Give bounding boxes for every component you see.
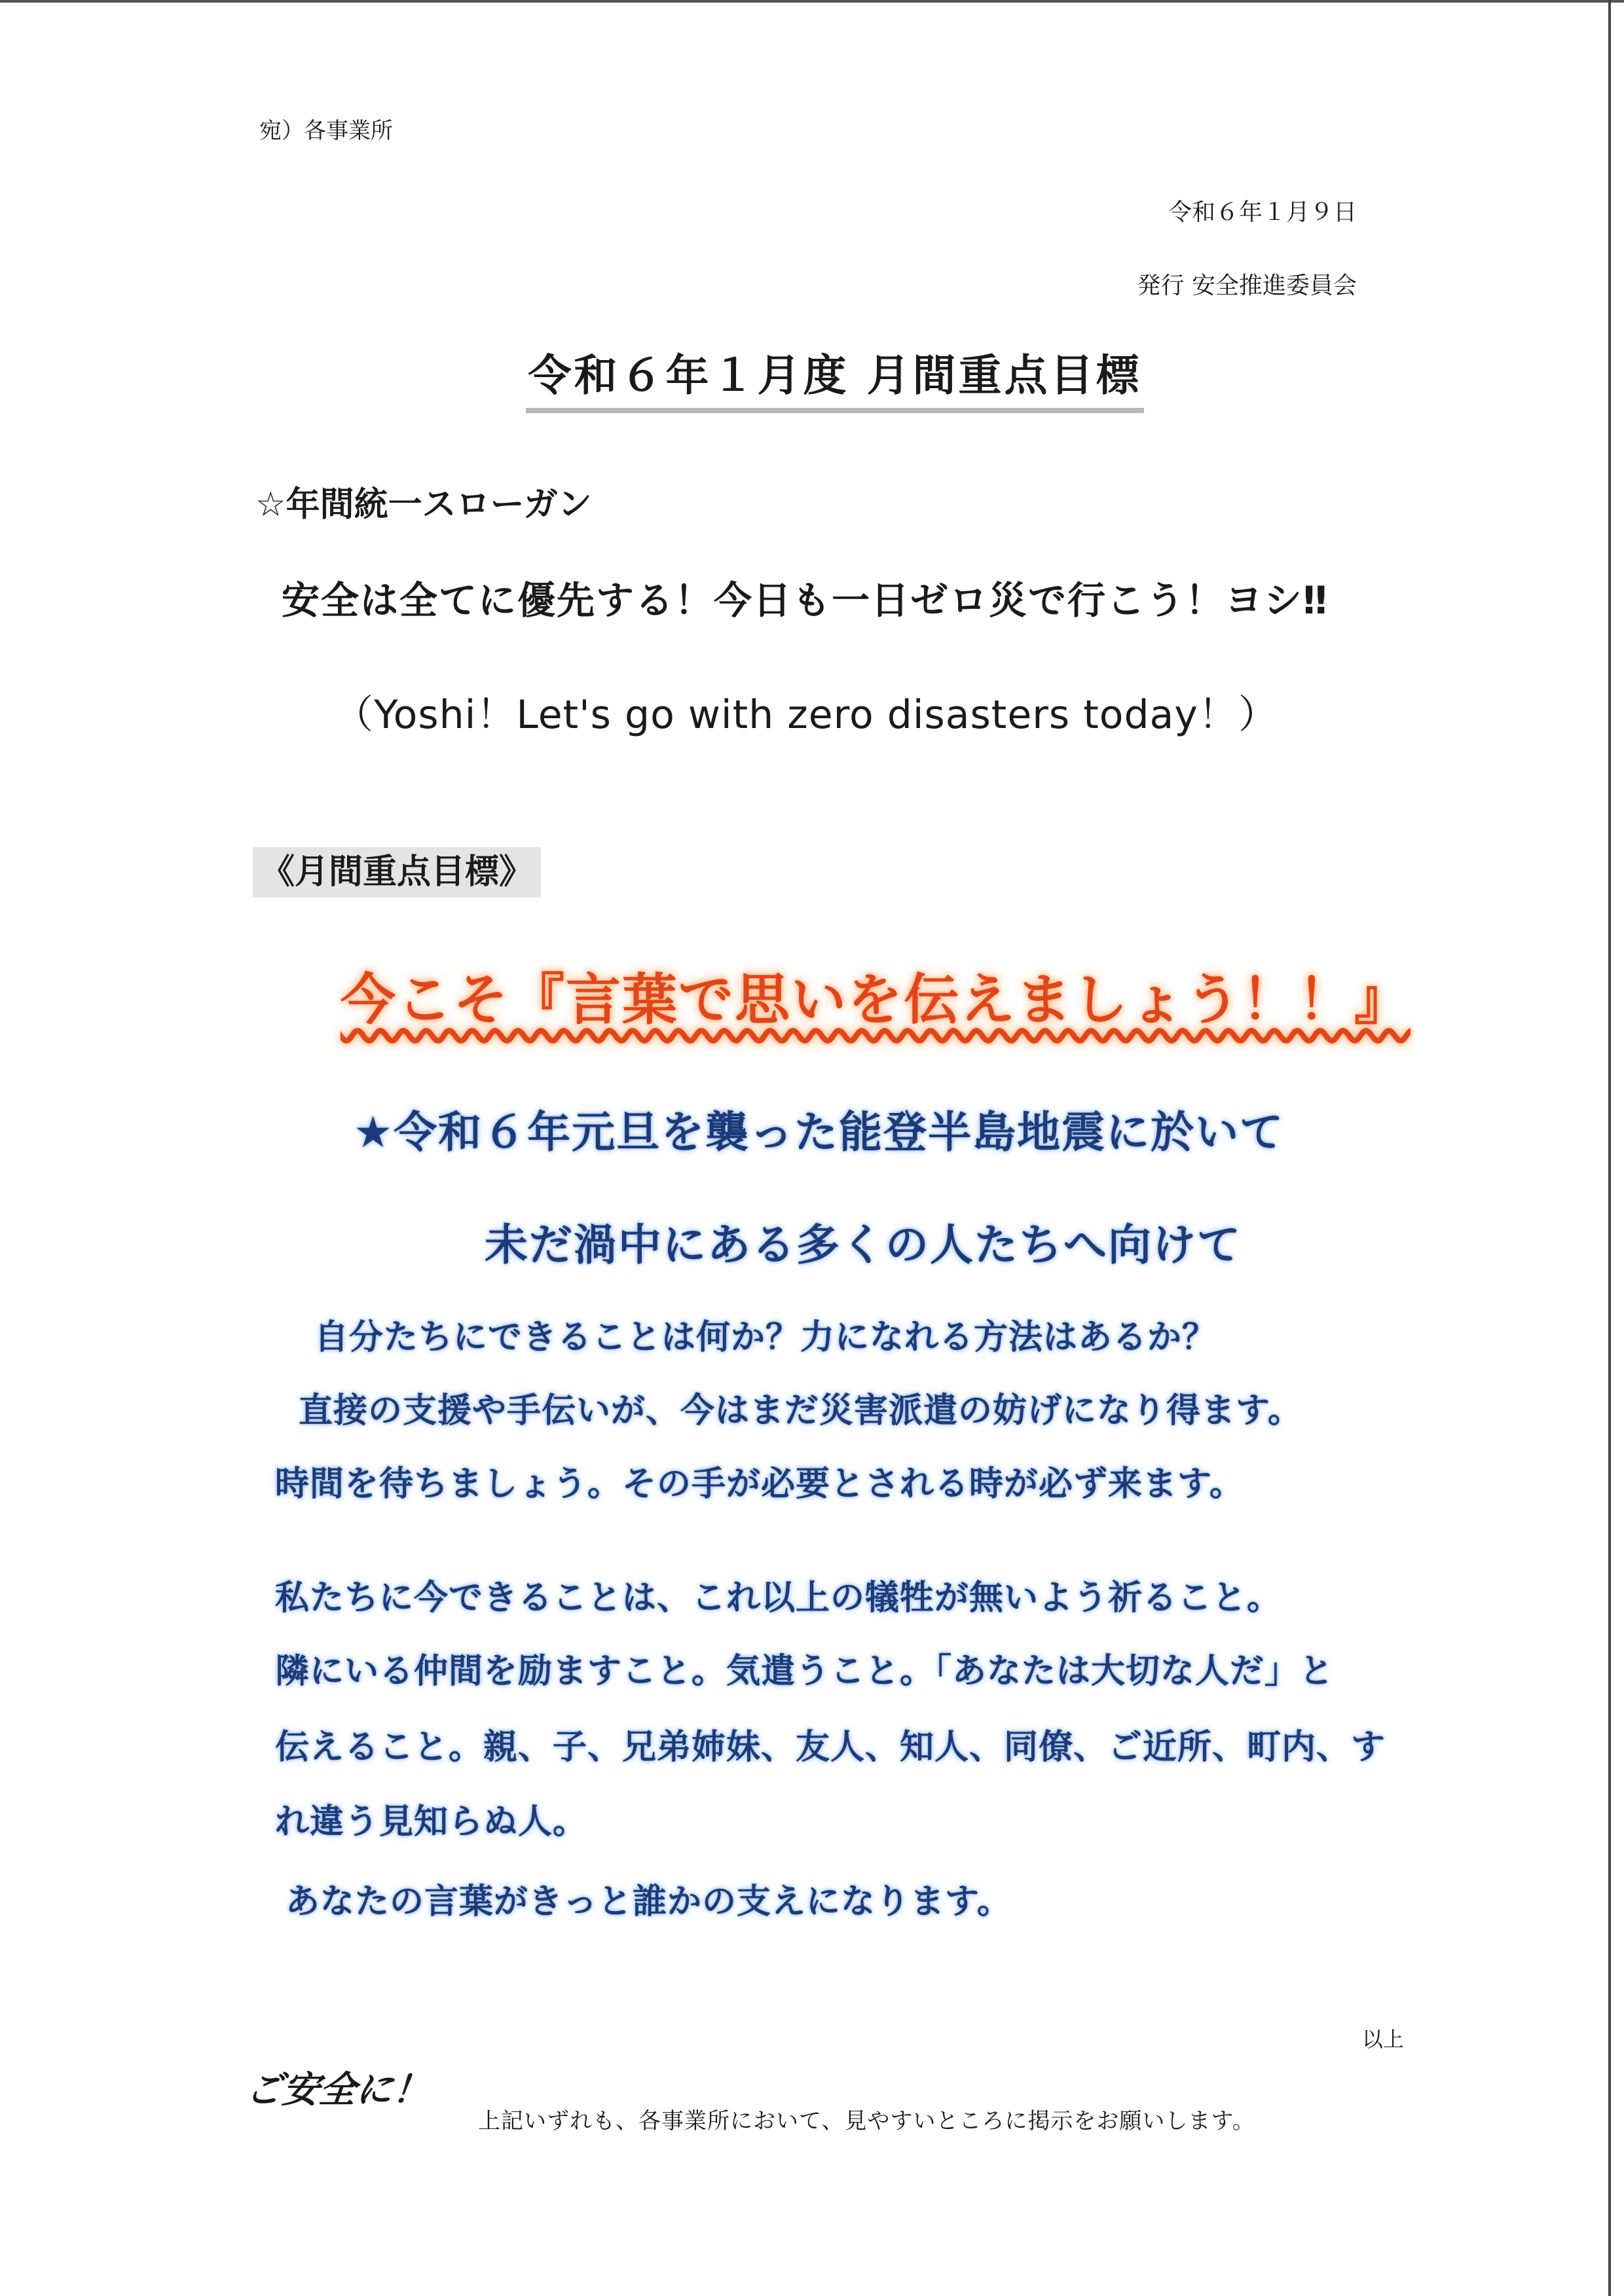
monthly-goal-heading: 《月間重点目標》	[253, 847, 541, 898]
paragraph1-line-3: 時間を待ちましょう。その手が必要とされる時が必ず来ます。	[275, 1465, 1244, 1504]
paragraph1-line-2: 直接の支援や手伝いが、今はまだ災害派遣の妨げになり得ます。	[299, 1391, 1302, 1430]
paragraph1-line-1: 自分たちにできることは何か？力になれる方法はあるか？	[314, 1318, 1217, 1357]
issue-date: 令和６年１月９日	[1168, 199, 1357, 226]
posting-notice: 上記いずれも、各事業所において、見やすいところに掲示をお願いします。	[478, 2108, 1255, 2134]
slogan-english: （Yoshi！Let's go with zero disasters today！）	[334, 692, 1278, 738]
document-title: 令和６年１月度 月間重点目標	[526, 340, 1145, 413]
subheading-line-2: 未だ渦中にある多くの人たちへ向けて	[485, 1220, 1242, 1270]
paragraph2-line-3: 伝えること。親、子、兄弟姉妹、友人、知人、同僚、ご近所、町内、す	[275, 1728, 1386, 1767]
issuer: 発行 安全推進委員会	[1137, 272, 1357, 299]
page-top-edge	[0, 0, 1624, 3]
closing-mark: 以上	[1362, 2027, 1405, 2052]
safety-message: ご安全に！	[244, 2069, 432, 2111]
page-right-edge	[1608, 0, 1611, 2296]
monthly-theme: 今こそ『言葉で思いを伝えましょう！！』	[341, 968, 1411, 1032]
paragraph2-line-1: 私たちに今できることは、これ以上の犠牲が無いよう祈ること。	[275, 1578, 1282, 1618]
slogan-heading: ☆年間統一スローガン	[255, 485, 592, 524]
paragraph2-line-2: 隣にいる仲間を励ますこと。気遣うこと。「あなたは大切な人だ」と	[275, 1652, 1335, 1691]
slogan-japanese: 安全は全てに優先する！今日も一日ゼロ災で行こう！ヨシ‼	[282, 578, 1329, 623]
subheading-line-1: ★令和６年元旦を襲った能登半島地震に於いて	[354, 1107, 1285, 1157]
paragraph2-line-4: れ違う見知らぬ人。	[275, 1802, 588, 1842]
title-block	[478, 340, 1192, 413]
paragraph2-line-5: あなたの言葉がきっと誰かの支えになります。	[286, 1882, 1012, 1922]
addressee: 宛）各事業所	[259, 118, 393, 144]
